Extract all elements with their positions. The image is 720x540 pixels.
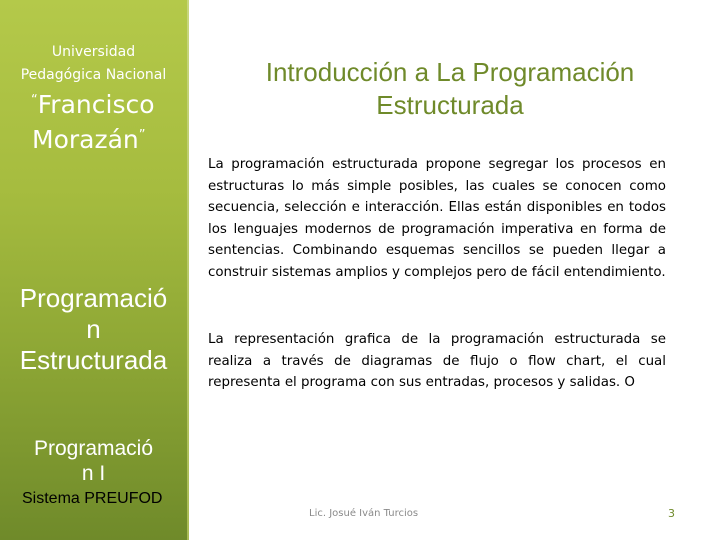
francisco-text: Francisco [37, 90, 155, 119]
university-name-morazan [32, 125, 146, 154]
program-title-line1: Programació [19, 283, 168, 313]
slide-title-line1: Introducción a La Programación [265, 57, 635, 87]
sidebar-divider [187, 0, 189, 540]
slide-title-line2: Estructurada [376, 90, 524, 120]
program-sub-line1: Programació [33, 437, 154, 460]
university-name-line2: Pedagógica Nacional [20, 67, 167, 83]
morazan-text: Morazán [32, 125, 139, 154]
page-number: 3 [668, 507, 675, 520]
body-paragraph-2: La representación grafica de la programación estructurada se realiza a través de diagramas de flujo o flow chart, el cual representa el programa con sus entradas, procesos y salidas. O [208, 332, 666, 390]
program-title-line3: Estructurada [19, 345, 168, 375]
slide-title [215, 56, 685, 122]
sidebar-program-title [0, 283, 187, 376]
system-label: Sistema PREUFOD [22, 490, 163, 507]
sidebar-panel [0, 0, 187, 540]
program-title-line2: n [86, 314, 101, 344]
university-name-line1: Universidad [51, 44, 136, 60]
footer-author: Lic. Josué Iván Turcios [309, 508, 419, 519]
sidebar-program-subtitle [0, 436, 187, 486]
body-paragraph-1: La programación estructurada propone segregar los procesos en estructuras lo más simple posibles, las cuales se conocen como secuencia, selección e interacción. Ellas están disponibles en todos los lenguajes modernos de programación imperativa en forma de sentencias. Combinando esquemas sencillos se pueden llegar a construir sistemas amplios y complejos pero de fácil entendimiento. [208, 157, 666, 280]
close-quote: ” [138, 128, 146, 143]
program-sub-line2: n I [81, 462, 106, 485]
university-name-francisco [31, 90, 155, 119]
open-quote: “ [31, 93, 38, 108]
